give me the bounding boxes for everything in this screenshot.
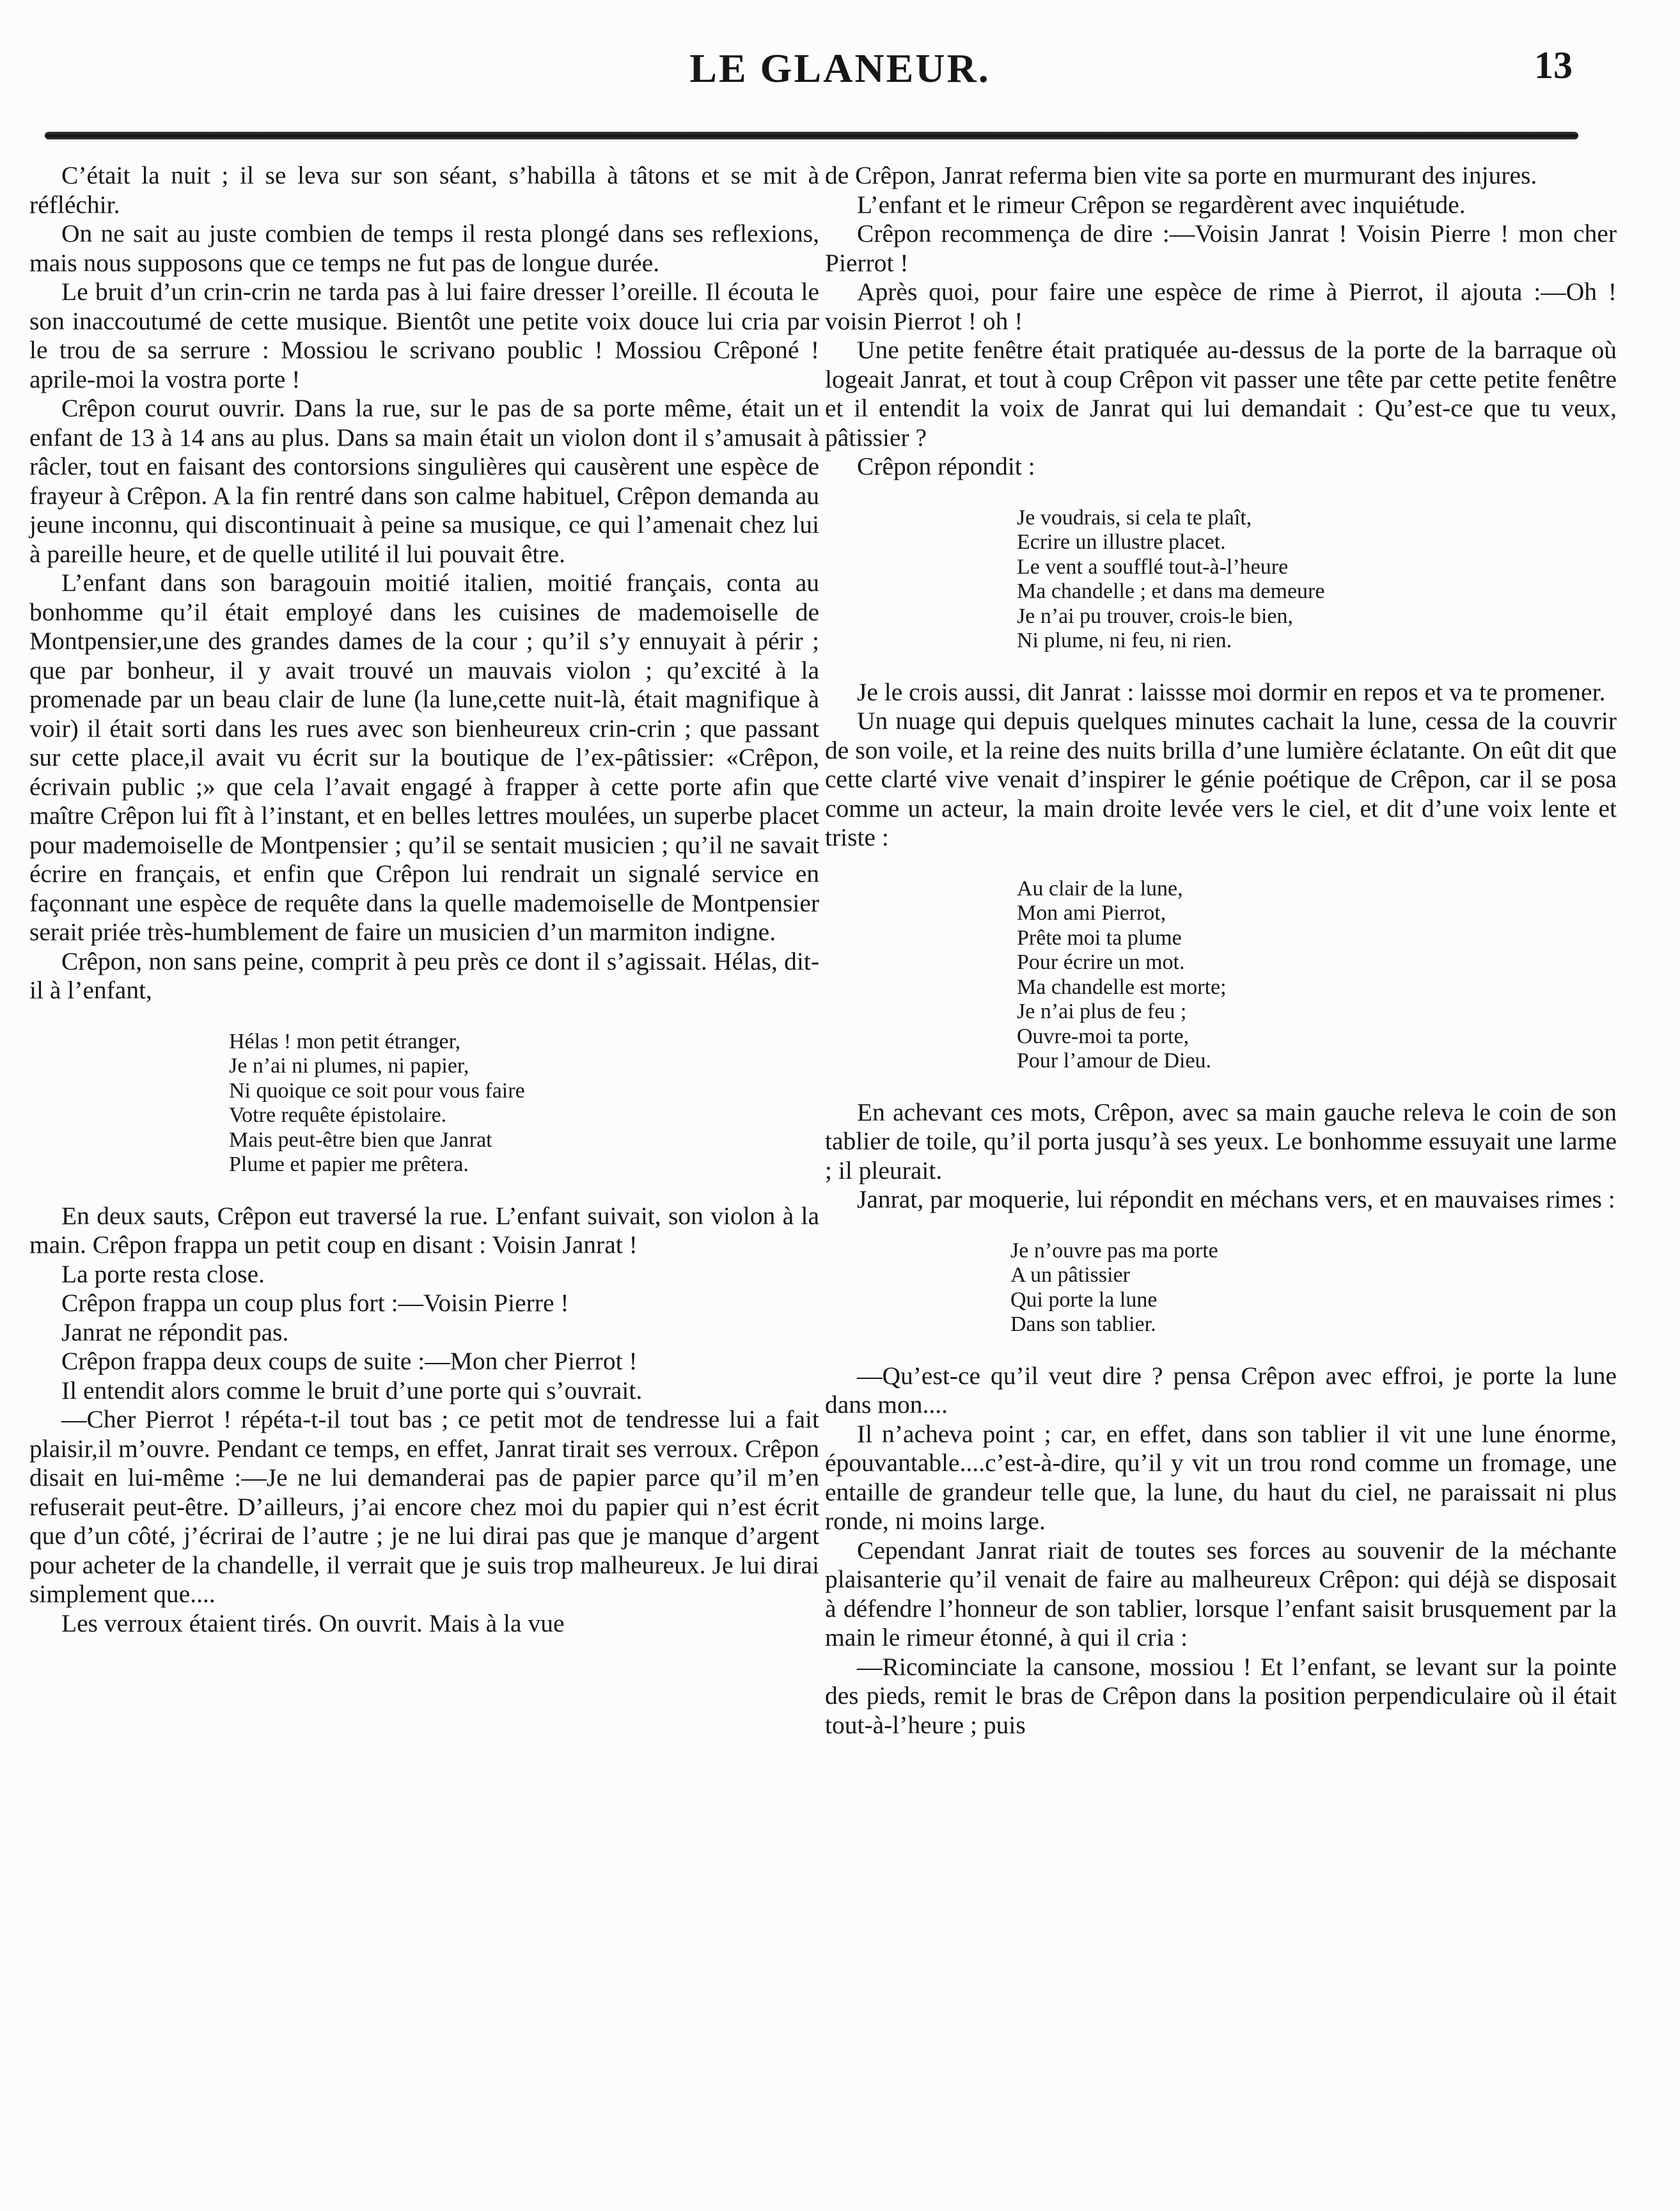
poem-line: Je n’ouvre pas ma porte bbox=[1010, 1238, 1218, 1263]
header-rule bbox=[45, 132, 1578, 139]
paragraph: Janrat, par moquerie, lui répondit en méchans vers, et en mauvaises rimes : bbox=[857, 1185, 1615, 1213]
paragraph: Crêpon frappa un coup plus fort :—Voisin Pierre ! bbox=[61, 1289, 569, 1317]
poem-helas bbox=[29, 1030, 819, 1177]
paragraph: —Qu’est-ce qu’il veut dire ? pensa Crêpon avec effroi, je porte la lune dans mon.... bbox=[825, 1361, 1617, 1419]
page-header bbox=[0, 37, 1680, 133]
paragraph: Crêpon courut ouvrir. Dans la rue, sur le pas de sa porte même, était un enfant de 13 à 14 ans au plus. Dans sa main était un violon dont il s’amusait à râcler, tout en faisant des contorsions singulières qui causèrent une espèce de frayeur à Crêpon. A la fin rentré dans son calme habituel, Crêpon demanda au jeune inconnu, qui discontinuait à peine sa musique, ce qui l’amenait chez lui à pareille heure, et de quelle utilité il lui pouvait être. bbox=[29, 394, 819, 568]
poem-line: Prête moi ta plume bbox=[1017, 925, 1182, 950]
paragraph: de Crêpon, Janrat referma bien vite sa porte en murmurant des injures. bbox=[825, 161, 1537, 189]
poem-line: Ouvre-moi ta porte, bbox=[1017, 1024, 1189, 1048]
paragraph: Je le crois aussi, dit Janrat : laissse moi dormir en repos et va te promener. bbox=[857, 677, 1606, 706]
poem-placet bbox=[825, 506, 1617, 654]
poem-line: Mon ami Pierrot, bbox=[1017, 901, 1166, 925]
poem-line: Plume et papier me prêtera. bbox=[229, 1153, 469, 1176]
paragraph: Un nuage qui depuis quelques minutes cachait la lune, cessa de la couvrir de son voile, et la reine des nuits brilla d’une lumière éclatante. On eût dit que cette clarté vive venait d’inspirer le génie poétique de Crêpon, car il se posa comme un acteur, la main droite levée vers le ciel, et dit d’une voix lente et triste : bbox=[825, 707, 1617, 851]
paragraph: Les verroux étaient tirés. On ouvrit. Mais à la vue bbox=[61, 1609, 565, 1637]
paragraph: Crêpon recommença de dire :—Voisin Janrat ! Voisin Pierre ! mon cher Pierrot ! bbox=[825, 219, 1617, 277]
poem-line: Ni quoique ce soit pour vous faire bbox=[229, 1078, 525, 1103]
paragraph: En deux sauts, Crêpon eut traversé la rue. L’enfant suivait, son violon à la main. Crêpon frappa un petit coup en disant : Voisin Janrat ! bbox=[29, 1201, 819, 1259]
poem-line: Dans son tablier. bbox=[1010, 1312, 1156, 1336]
poem-line: Ma chandelle est morte; bbox=[1017, 975, 1227, 999]
poem-line: Qui porte la lune bbox=[1010, 1287, 1158, 1312]
poem-line: Je n’ai pu trouver, crois-le bien, bbox=[1017, 604, 1293, 628]
poem-line: Pour écrire un mot. bbox=[1017, 950, 1185, 974]
paragraph: Crêpon, non sans peine, comprit à peu près ce dont il s’agissait. Hélas, dit-il à l’enfant, bbox=[29, 947, 819, 1004]
paragraph: Il n’acheva point ; car, en effet, dans son tablier il vit une lune énorme, épouvantable....c’est-à-dire, qu’il y vit un trou rond comme un fromage, une entaille de grandeur telle que, la lune, du haut du ciel, ne paraissait ni plus ronde, ni moins large. bbox=[825, 1419, 1617, 1535]
poem-line: A un pâtissier bbox=[1010, 1263, 1130, 1287]
paragraph: Après quoi, pour faire une espèce de rime à Pierrot, il ajouta :—Oh ! voisin Pierrot ! oh ! bbox=[825, 278, 1617, 335]
poem-line: Hélas ! mon petit étranger, bbox=[229, 1029, 461, 1053]
paragraph: Crêpon frappa deux coups de suite :—Mon cher Pierrot ! bbox=[61, 1347, 638, 1375]
right-column bbox=[825, 161, 1617, 1740]
poem-line: Ma chandelle ; et dans ma demeure bbox=[1017, 579, 1325, 603]
poem-line: Ni plume, ni feu, ni rien. bbox=[1017, 629, 1232, 652]
paragraph: La porte resta close. bbox=[61, 1259, 265, 1288]
poem-line: Mais peut-être bien que Janrat bbox=[229, 1128, 492, 1152]
paragraph: Une petite fenêtre était pratiquée au-dessus de la porte de la barraque où logeait Janrat, et tout à coup Crêpon vit passer une tête par cette petite fenêtre et il entendit la voix de Janrat qui lui demandait : Qu’est-ce que tu veux, pâtissier ? bbox=[825, 336, 1617, 452]
paragraph: Le bruit d’un crin-crin ne tarda pas à lui faire dresser l’oreille. Il écouta le son inaccoutumé de cette musique. Bientôt une petite voix douce lui cria par le trou de sa serrure : Mossiou le scrivano poublic ! Mossiou Crêponé ! aprile-moi la vostra porte ! bbox=[29, 278, 819, 393]
paragraph: L’enfant dans son baragouin moitié italien, moitié français, conta au bonhomme qu’il était employé dans les cuisines de mademoiselle de Montpensier,une des grandes dames de la cour ; qu’il s’y ennuyait à périr ; que par bonheur, il y avait trouvé un mauvais violon ; qu’excité à la promenade par un beau clair de lune (la lune,cette nuit-là, était magnifique à voir) il était sorti dans les rues avec son bienheureux crin-crin ; que passant sur cette place,il avait vu écrit sur la boutique de l’ex-pâtissier: «Crêpon, écrivain public ;» que cela l’avait engagé à frapper à cette porte afin que maître Crêpon lui fît à l’instant, et en belles lettres moulées, un superbe placet pour mademoiselle de Montpensier ; qu’il se sentait musicien ; qu’il ne savait écrire en français, et enfin que Crêpon lui rendrait un signalé service en façonnant une espèce de requête dans la quelle mademoiselle de Montpensier serait priée très-humblement de faire un musicien d’un marmiton indigne. bbox=[29, 569, 819, 946]
paragraph: L’enfant et le rimeur Crêpon se regardèrent avec inquiétude. bbox=[857, 190, 1466, 219]
newspaper-title: LE GLANEUR. bbox=[689, 45, 991, 91]
paragraph: C’était la nuit ; il se leva sur son séant, s’habilla à tâtons et se mit à réfléchir. bbox=[29, 161, 819, 219]
paragraph: Il entendit alors comme le bruit d’une porte qui s’ouvrait. bbox=[61, 1376, 643, 1404]
poem-line: Votre requête épistolaire. bbox=[229, 1103, 447, 1127]
poem-line: Je n’ai ni plumes, ni papier, bbox=[229, 1054, 469, 1078]
poem-line: Je n’ai plus de feu ; bbox=[1017, 1000, 1187, 1023]
paragraph: Janrat ne répondit pas. bbox=[61, 1318, 289, 1346]
paragraph: Crêpon répondit : bbox=[857, 452, 1035, 480]
left-column bbox=[29, 161, 819, 1638]
paragraph: On ne sait au juste combien de temps il resta plongé dans ses reflexions, mais nous supposons que ce temps ne fut pas de longue durée. bbox=[29, 219, 819, 277]
poem-line: Je voudrais, si cela te plaît, bbox=[1017, 505, 1252, 530]
paragraph: —Cher Pierrot ! répéta-t-il tout bas ; ce petit mot de tendresse lui a fait plaisir,il m’ouvre. Pendant ce temps, en effet, Janrat tirait ses verroux. Crêpon disait en lui-même :—Je ne lui demanderai pas de papier parce qu’il m’en refuserait peut-être. D’ailleurs, j’ai encore chez moi du papier qui n’est écrit que d’un côté, j’écrirai de l’autre ; je ne lui dirai pas que je manque d’argent pour acheter de la chandelle, il verrait que je suis trop malheureux. Je lui dirai simplement que.... bbox=[29, 1405, 819, 1608]
paragraph: —Ricominciate la cansone, mossiou ! Et l’enfant, se levant sur la pointe des pieds, remit le bras de Crêpon dans la position perpendiculaire où il était tout-à-l’heure ; puis bbox=[825, 1652, 1617, 1739]
poem-au-clair-de-la-lune bbox=[825, 877, 1617, 1074]
paragraph: En achevant ces mots, Crêpon, avec sa main gauche releva le coin de son tablier de toile, qu’il porta jusqu’à ses yeux. Le bonhomme essuyait une larme ; il pleurait. bbox=[825, 1098, 1617, 1184]
poem-line: Pour l’amour de Dieu. bbox=[1017, 1049, 1212, 1073]
poem-line: Ecrire un illustre placet. bbox=[1017, 530, 1226, 554]
poem-janrat-reply bbox=[825, 1239, 1617, 1337]
page-number: 13 bbox=[1534, 44, 1573, 86]
poem-line: Le vent a soufflé tout-à-l’heure bbox=[1017, 555, 1289, 579]
poem-line: Au clair de la lune, bbox=[1017, 876, 1183, 901]
paragraph: Cependant Janrat riait de toutes ses forces au souvenir de la méchante plaisanterie qu’il venait de faire au malheureux Crêpon: qui déjà se disposait à défendre l’honneur de son tablier, lorsque l’enfant saisit brusquement par la main le rimeur étonné, à qui il cria : bbox=[825, 1536, 1617, 1651]
